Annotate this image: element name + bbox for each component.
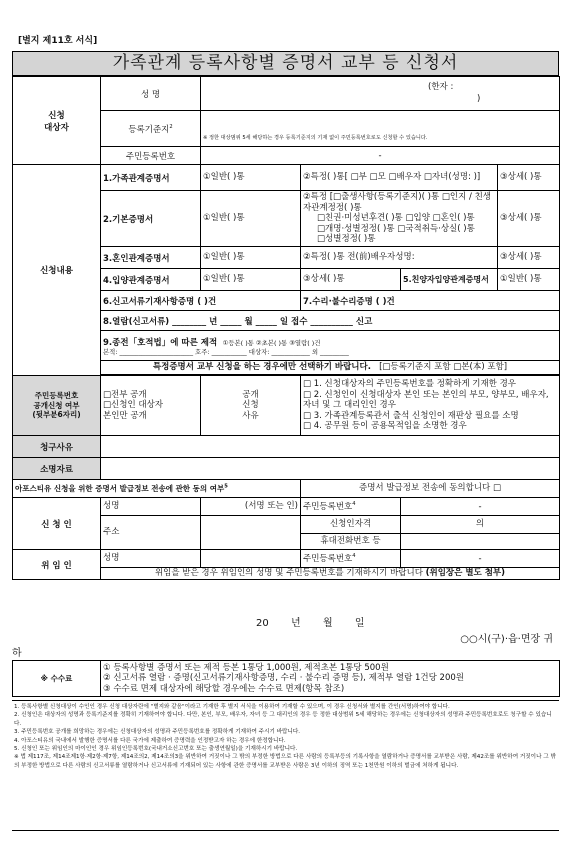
applicant-addr-field[interactable]	[201, 516, 301, 550]
applicant-rrn-label: 주민등록번호$^4$	[301, 498, 401, 516]
row3-label: 3.혼인관계증명서	[101, 247, 201, 269]
hanja-close: )	[477, 93, 481, 104]
office-recipient-suffix: 하	[12, 648, 22, 659]
request-reason-label: 청구사유	[13, 436, 101, 458]
row9-label: 9.종전「호적법」에 따른 제적	[103, 337, 218, 348]
date-section	[12, 612, 559, 662]
digital-consent-check[interactable]: 증명서 발급정보 전송에 동의합니다 □	[301, 480, 560, 498]
note-4: 4. 아포스티유의 국내에서 발행한 증명서를 다른 국가에 제출하여 증명력을 인정받고자 하는 경우에 한정합니다.	[14, 737, 286, 744]
digital-consent-label: 아포스티유 신청을 위한 증명서 발급정보 전송에 관한 동의 여부$^5$	[13, 480, 301, 498]
row1-label: 1.가족관계증명서	[101, 165, 201, 191]
opt-all[interactable]: □전부 공개	[103, 389, 147, 400]
delegate-note: 위임을 받은 경우 위임인의 성명 및 주민등록번호를 기재하시기 바랍니다 (위임장은 별도 첨부)	[101, 568, 560, 580]
form-label: [별지 제11호 서식]	[18, 36, 98, 46]
row6[interactable]: 6.신고서류기재사항증명 ( )건	[101, 291, 301, 311]
applicant-relation-field[interactable]: 의	[401, 516, 560, 534]
fee-lines: ① 등록사항별 증명서 또는 제적 등본 1통당 1,000원, 제적초본 1통당 500원 ② 신고서류 열람 · 증명(신고서류기재사항증명, 수리 · 불수리 증명 등), 제적부 열람 1건당 200원 ③ 수수료 면제 대상자에 해당할 경우에는 수수료 면제(항목 참조)	[101, 661, 560, 697]
request-reason-field[interactable]	[101, 436, 560, 458]
note-warning: ※ 법 제117조, 제14조제1항·제2항·제7항, 제14조의2, 제14조의3을 위반하여 거짓이나 그 밖의 부정한 방법으로 다른 사람의 등록부등의 기록사항을 열람하거나 증명서를 교부받은 사람, 제42조를 위반하여 거짓이나 그 밖의 부정한 방법으로 다른 사람의 신고서류를 열람하거나 신고서류에 기재되어 있는 사항에 관한 증명서를 교부받은 사람은 3년 이하의 징역 또는 1천만원 이하의 벌금에 처하게 됩니다.	[14, 754, 556, 769]
office-recipient: ○○시(구)·읍·면장 귀	[460, 634, 553, 645]
note-5: 5. 신청인 또는 위임인의 마이인인 경우 위임인등록번호(국내거소신고번호 또는 출생연월일)을 기재하시기 바랍니다.	[14, 745, 298, 752]
delegate-header: 위 임 인	[13, 550, 101, 580]
fee-header: ※ 수수료	[13, 661, 101, 697]
row1-basic[interactable]: ①일반( )통	[201, 165, 301, 191]
row3-basic[interactable]: ①일반( )통	[201, 247, 301, 269]
subject-name-label: 성 명	[101, 77, 201, 111]
row9-options: ①등본( )통 ②초본( )통 ③열람( )건	[222, 338, 321, 347]
row8[interactable]: 8.열람(신고서류) ________ 년 _____ 월 _____ 일 접수 __________ 신고	[101, 311, 560, 331]
applicant-phone-label: 휴대전화번호 등	[301, 534, 401, 550]
content-footer: 특정증명서 교부 신청을 하는 경우에만 선택하기 바랍니다. [□등록기준지 포함 □본(本) 포함]	[101, 361, 560, 375]
row3-detail[interactable]: ③상세( )통	[498, 247, 560, 269]
base-note: ※ 정한 대상범위 5세 해당하는 경우 등록기준지의 기재 없이 주민등록번호로도 신청할 수 있습니다.	[203, 135, 428, 142]
content-header: 신청내용	[13, 165, 101, 376]
row1-specific[interactable]: ②특정( )통[ □부 □모 □배우자 □자녀(성명: )]	[301, 165, 498, 191]
evidence-label: 소명자료	[13, 458, 101, 480]
applicant-phone-field[interactable]	[401, 534, 560, 550]
row1-detail[interactable]: ③상세( )통	[498, 165, 560, 191]
row2-basic[interactable]: ①일반( )통	[201, 191, 301, 247]
fee-table	[12, 660, 560, 697]
footer-check[interactable]: [□등록기준지 포함 □본(本) 포함]	[379, 362, 508, 373]
row5-label: 5.친양자입양관계증명서	[401, 269, 498, 291]
delegate-name-label: 성명	[101, 550, 201, 568]
applicant-relation-label: 신청인자격	[301, 516, 401, 534]
rrn-disclosure-header: 주민등록번호 공개신청 여부 (뒷부분6자리)	[13, 376, 101, 436]
reason-header: 공개 신청 사유	[201, 376, 301, 436]
delegate-rrn-label: 주민등록번호$^4$	[301, 550, 401, 568]
row7[interactable]: 7.수리·불수리증명 ( )건	[301, 291, 560, 311]
subject-header: 신청 대상자	[13, 77, 101, 165]
subject-name-field[interactable]	[201, 77, 560, 111]
notes-bottom-rule	[12, 830, 559, 831]
note-3: 3. 주민등록번호 공개를 희망하는 경우에는 신청대상자의 성명과 주민등록번호를 정확하게 기재하여 주시기 바랍니다.	[14, 729, 301, 736]
applicant-rrn-field[interactable]: -	[401, 498, 560, 516]
delegate-rrn-field[interactable]: -	[401, 550, 560, 568]
notes-top-rule	[12, 700, 559, 701]
row2-specific[interactable]: ②특정 [□출생사항(등록기준지)( )통 □인지 / 친생자관계정정( )통 □친권·미성년후견( )통 □입양 □혼인( )통 □개명·성별정정( )통 □국적취득·상실( )통 □성별정정( )통	[301, 191, 498, 247]
row4-detail[interactable]: ③상세( )통	[301, 269, 401, 291]
row3-specific[interactable]: ②특정( )통 전(前)배우자성명:	[301, 247, 498, 269]
applicant-addr-label: 주소	[101, 516, 201, 550]
note-2: 2. 신청인은 대상자의 성명과 등록기준지를 정확히 기재하여야 합니다. 다만, 본인, 부모, 배우자, 자녀 등 그 대리인의 경우 등 정한 대상범위 5세 해당하는 경우에는 신청대상자의 성명과 주민등록번호로도 청구할 수 있습니다.	[14, 712, 552, 727]
row2-label: 2.기본증명서	[101, 191, 201, 247]
applicant-header: 신 청 인	[13, 498, 101, 550]
row2-detail[interactable]: ③상세( )통	[498, 191, 560, 247]
notes-section	[14, 703, 557, 770]
applicant-name-label: 성명	[101, 498, 201, 516]
hanja-label: (한자 :	[428, 81, 454, 92]
subject-rrn-label: 주민등록번호	[101, 147, 201, 165]
row9-line2: 본적: _______________________ 호주: ___________ 대상자: ____________ 외 _________	[103, 347, 349, 356]
row9[interactable]	[101, 331, 560, 361]
note-1: 1. 등록사항별 신청대상이 수인인 경우 신청 대상자란에 "별지와 같음"이라고 기재한 후 별지 서식을 이용하여 기재할 수 있으며, 이 경우 신청서와 별지를 간인(서명)하여야 합니다.	[14, 704, 450, 710]
delegate-name-field[interactable]	[201, 550, 301, 568]
row4-basic[interactable]: ①일반( )통	[201, 269, 301, 291]
row4-label: 4.입양관계증명서	[101, 269, 201, 291]
rrn-disclosure-options[interactable]	[101, 376, 201, 436]
subject-rrn-field[interactable]: -	[201, 147, 560, 165]
form-title: 가족관계 등록사항별 증명서 교부 등 신청서	[12, 51, 559, 76]
opt-self[interactable]: □신청인 대상자 본인만 공개	[103, 400, 163, 421]
date-year[interactable]: 20 년 월 일	[256, 618, 365, 629]
base-field[interactable]	[201, 111, 560, 147]
applicant-sign[interactable]: (서명 또는 인)	[201, 498, 301, 516]
base-label: 등록기준지$^2$	[101, 111, 201, 147]
application-form	[12, 76, 560, 580]
reasons-list[interactable]: □ 1. 신청대상자의 주민등록번호를 정확하게 기재한 경우 □ 2. 신청인이 신청대상자 본인 또는 본인의 부모, 양부모, 배우자, 자녀 및 그 대리인인 경우 □ 3. 가족관계등록관서 출석 신청인이 재판상 필요를 소명 □ 4. 공무원 등이 공용목적임을 소명한 경우	[301, 376, 560, 436]
evidence-field[interactable]	[101, 458, 560, 480]
row5-basic[interactable]: ①일반( )통	[498, 269, 560, 291]
